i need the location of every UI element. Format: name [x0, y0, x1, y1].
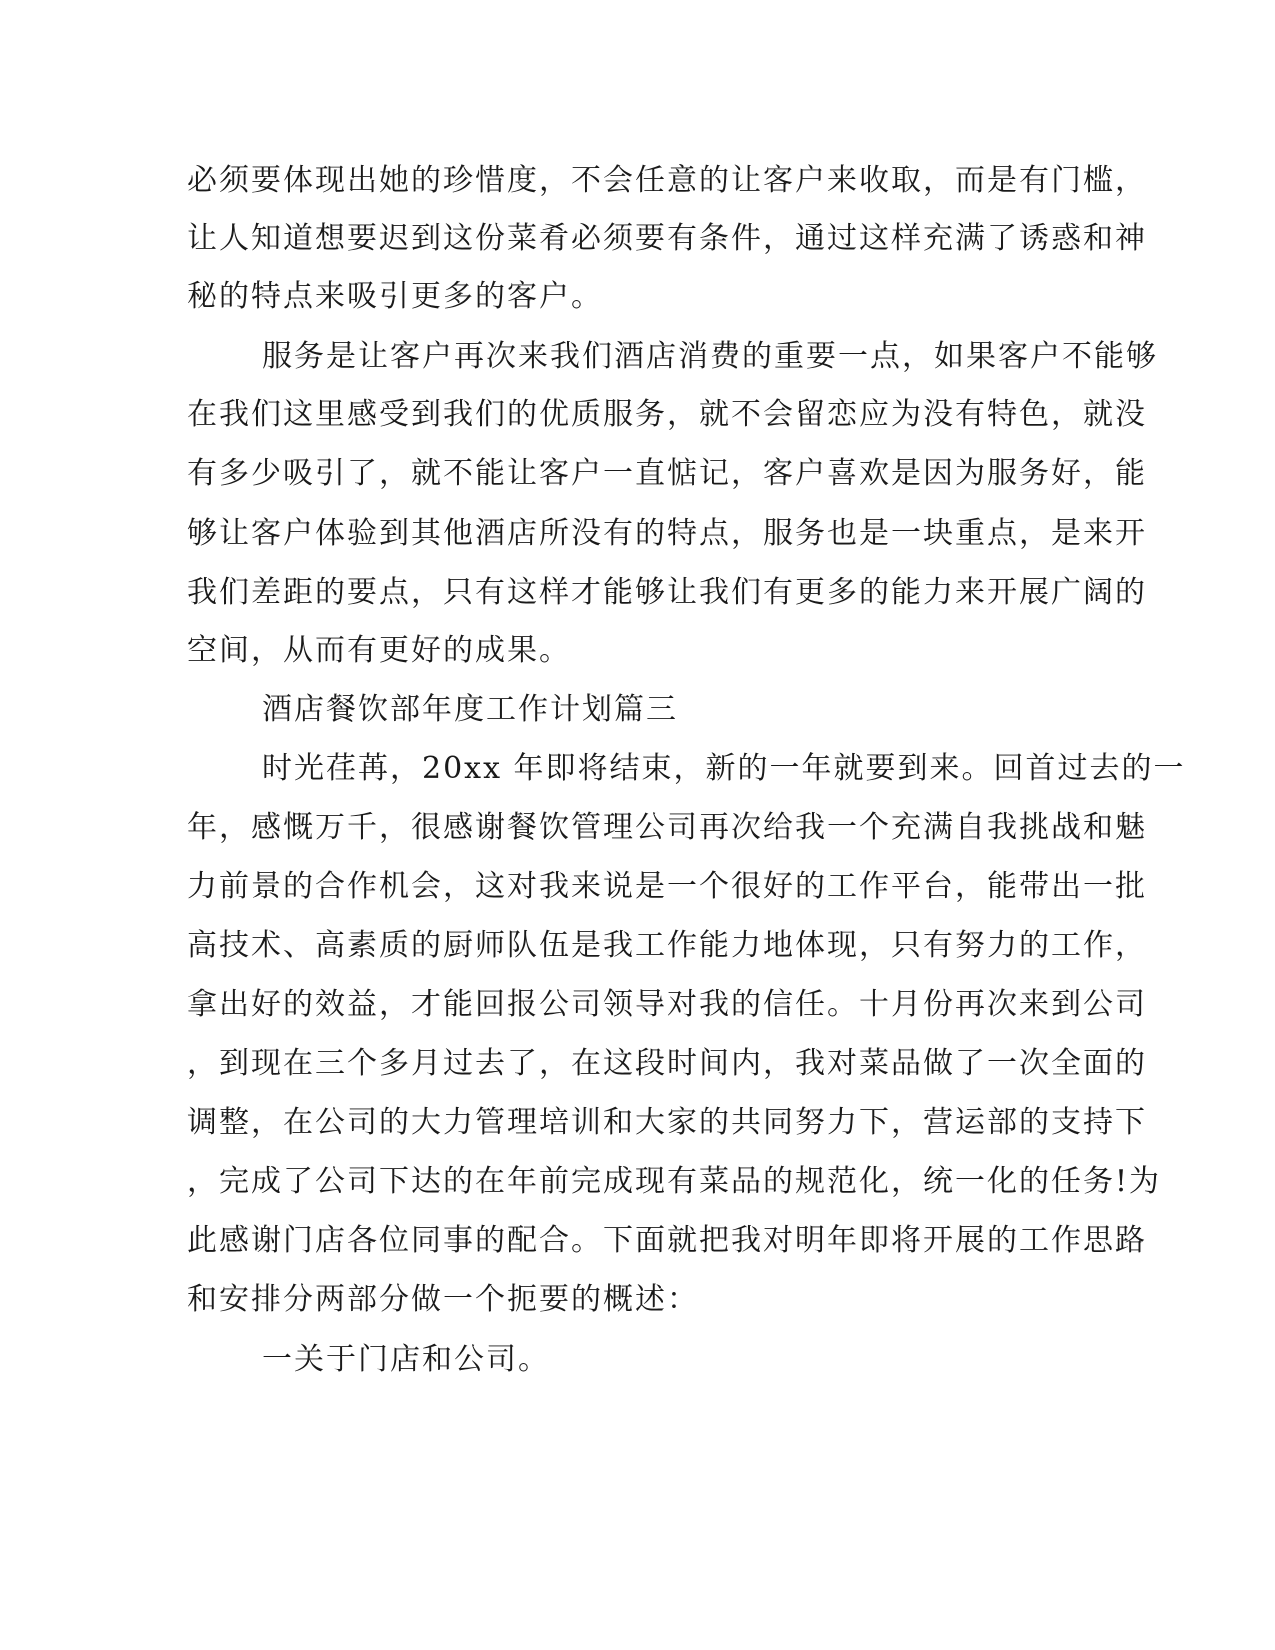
paragraph-line: 必须要体现出她的珍惜度，不会任意的让客户来收取，而是有门槛， — [187, 163, 1147, 198]
paragraph-line: ，完成了公司下达的在年前完成现有菜品的规范化，统一化的任务!为 — [187, 1164, 1162, 1199]
paragraph-line: 拿出好的效益，才能回报公司领导对我的信任。十月份再次来到公司 — [187, 987, 1147, 1022]
paragraph-line: 我们差距的要点，只有这样才能够让我们有更多的能力来开展广阔的 — [187, 575, 1147, 610]
paragraph-line: 高技术、高素质的厨师队伍是我工作能力地体现，只有努力的工作， — [187, 928, 1147, 963]
paragraph-line: 一关于门店和公司。 — [262, 1342, 550, 1377]
paragraph-line: 服务是让客户再次来我们酒店消费的重要一点，如果客户不能够 — [262, 339, 1158, 374]
paragraph-line: 让人知道想要迟到这份菜肴必须要有条件，通过这样充满了诱惑和神 — [187, 221, 1147, 256]
paragraph-line: 调整，在公司的大力管理培训和大家的共同努力下，营运部的支持下 — [187, 1105, 1147, 1140]
paragraph-line: 和安排分两部分做一个扼要的概述： — [187, 1282, 699, 1317]
paragraph-line: 时光荏苒，20xx 年即将结束，新的一年就要到来。回首过去的一 — [262, 751, 1186, 786]
paragraph-line: 年，感慨万千，很感谢餐饮管理公司再次给我一个充满自我挑战和魅 — [187, 810, 1147, 845]
paragraph-line: 空间，从而有更好的成果。 — [187, 633, 571, 668]
paragraph-line: 够让客户体验到其他酒店所没有的特点，服务也是一块重点，是来开 — [187, 516, 1147, 551]
paragraph-line: 在我们这里感受到我们的优质服务，就不会留恋应为没有特色，就没 — [187, 397, 1147, 432]
paragraph-line: 力前景的合作机会，这对我来说是一个很好的工作平台，能带出一批 — [187, 869, 1147, 904]
paragraph-line: 此感谢门店各位同事的配合。下面就把我对明年即将开展的工作思路 — [187, 1223, 1147, 1258]
paragraph-line: ，到现在三个多月过去了，在这段时间内，我对菜品做了一次全面的 — [187, 1046, 1147, 1081]
section-heading: 酒店餐饮部年度工作计划篇三 — [262, 692, 678, 727]
paragraph-line: 有多少吸引了，就不能让客户一直惦记，客户喜欢是因为服务好，能 — [187, 456, 1147, 491]
paragraph-line: 秘的特点来吸引更多的客户。 — [187, 279, 603, 314]
